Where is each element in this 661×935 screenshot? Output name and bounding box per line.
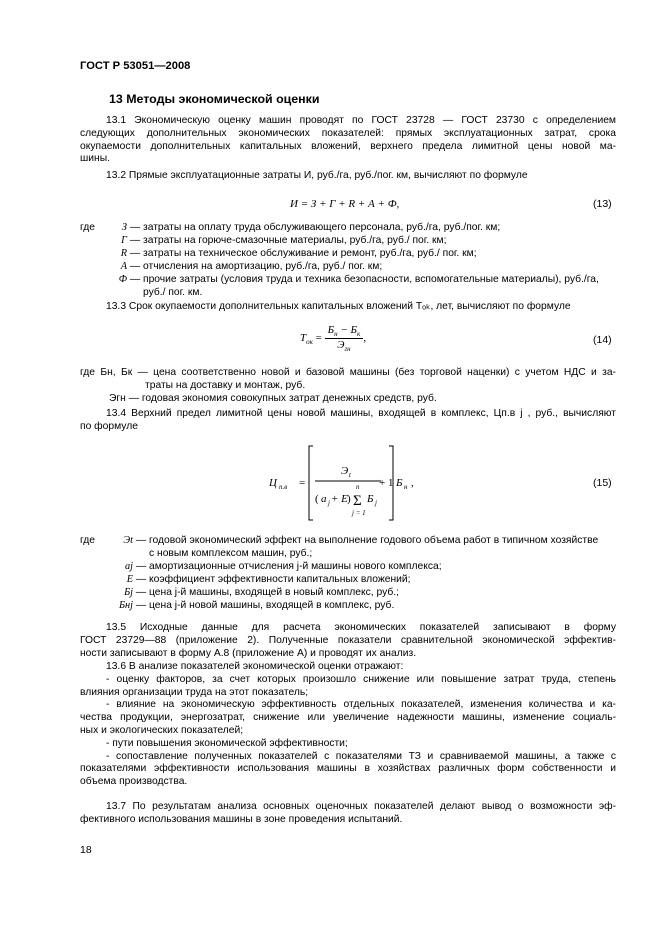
def-symbol: А xyxy=(120,260,127,272)
text-line: Эгн — годовая экономия совокупных затрат денежных средств, руб. xyxy=(109,392,437,404)
def-symbol: Бнj xyxy=(118,599,133,611)
sum-bottom: j = 1 xyxy=(352,509,366,517)
list-item-cont: влияния организации труда на этот показатель; xyxy=(80,686,309,698)
formula-14: $Т_{ок}$ = $\frac{Б_н - Б_к}{Э_{гн}}$ , xyxy=(300,324,367,353)
formula-tail: , xyxy=(411,477,414,489)
def-symbol: Бj xyxy=(124,586,133,598)
section-title: 13 Методы экономической оценки xyxy=(109,92,320,106)
plus-one: + 1 xyxy=(379,477,394,489)
definition-row: Бнj — цена j-й новой машины, входящей в комплекс, руб. xyxy=(80,600,616,613)
text-line: ности записывают в форму А.8 (приложение А) и проводят их анализ. xyxy=(80,647,417,659)
definitions-13 xyxy=(80,222,616,299)
svg-text:): ) xyxy=(347,493,351,505)
text-line: траты на доставку и монтаж, руб. xyxy=(145,379,306,391)
frac-num-sub: н xyxy=(334,330,338,338)
formula-15 xyxy=(255,440,455,526)
definition-row xyxy=(80,287,616,300)
frac-den-e: + Е xyxy=(331,493,348,505)
def-text: цена j-й новой машины, входящей в комплекс, руб. xyxy=(149,599,395,611)
def-text: затраты на оплату труда обслуживающего персонала, руб./га, руб./пог. км; xyxy=(143,222,501,233)
standard-code: ГОСТ Р 53051—2008 xyxy=(80,60,191,72)
formula-bn: Б xyxy=(396,477,403,489)
frac-den-a: a xyxy=(321,493,327,505)
definition-row: Г — затраты на горюче-смазочные материалы, руб./га, руб./ пог. км; xyxy=(80,235,616,248)
formula-13 xyxy=(290,198,399,210)
def-text: отчисления на амортизацию, руб./га, руб./ пог. км; xyxy=(143,260,383,272)
text-line: 13.6 В анализе показателей экономической оценки отражают: xyxy=(106,661,404,672)
def-symbol: Эt xyxy=(123,535,133,546)
text-line: 13.1 Экономическую оценку машин проводят по ГОСТ 23728 — ГОСТ 23730 с определением xyxy=(106,115,616,126)
frac-den: Э xyxy=(337,339,345,351)
formula-lhs: Т xyxy=(300,332,307,345)
list-item: - сопоставление полученных показателей с показателями ТЗ и сравниваемой машины, а также с xyxy=(106,750,616,762)
equation-number-14: (14) xyxy=(593,334,612,346)
equation-number-15: (15) xyxy=(593,477,612,489)
equation-number-13: (13) xyxy=(593,198,612,210)
page-number: 18 xyxy=(80,844,92,856)
def-text: затраты на горюче-смазочные материалы, руб./га, руб./ пог. км; xyxy=(143,234,447,246)
left-bracket xyxy=(309,446,313,520)
formula-tail: , xyxy=(363,332,367,345)
paragraph-13-5 xyxy=(80,622,616,660)
list-item-cont: ных и экологических показателей; xyxy=(80,724,244,736)
frac-den-b-sub: j xyxy=(375,499,377,507)
paragraph-13-6 xyxy=(80,661,616,789)
formula-fraction xyxy=(325,324,367,353)
svg-text:Σ: Σ xyxy=(353,493,362,509)
formula-text: И = З + Г + R + А + Ф, xyxy=(290,198,400,210)
def-text: цена j-й машины, входящей в новый комплекс, руб.; xyxy=(149,586,399,598)
formula-bn-sub: н xyxy=(404,483,408,491)
frac-num-sub: t xyxy=(349,471,351,479)
paragraph-13-7 xyxy=(80,801,616,827)
text-line: окупаемости дополнительных капитальных вложений, верхнего предела лимитной цены новой ма- xyxy=(80,140,616,152)
frac-den-a-sub: j xyxy=(328,499,330,507)
text-line: 13.7 По результатам анализа основных оценочных показателей делают вывод о возможности эф- xyxy=(106,801,616,812)
list-item-cont: показателями эффективности использования машины в хозяйствах различных форм собственности и xyxy=(80,763,616,775)
definition-row: Е — коэффициент эффективности капитальных вложений; xyxy=(80,574,616,587)
list-item: - оценку факторов, за счет которых произошло снижение или повышение затрат труда, степень xyxy=(106,673,616,685)
text-line: шины. xyxy=(80,153,110,165)
text-line: 13.5 Исходные данные для расчета экономических показателей записывают в форму xyxy=(106,622,616,633)
frac-num: Э xyxy=(341,465,349,477)
def-text: амортизационные отчисления j-й машины нового комплекса; xyxy=(149,560,442,572)
def-text: затраты на техническое обслуживание и ремонт, руб./га, руб./ пог. км; xyxy=(143,247,477,259)
paragraph-13-3: 13.3 Срок окупаемости дополнительных капитальных вложений Тₒₖ, лет, вычисляют по формуле xyxy=(106,301,571,312)
def-symbol: Г xyxy=(121,234,127,246)
def-label: где xyxy=(80,222,96,233)
formula-lhs-sub: ок xyxy=(306,338,313,347)
text-line: следующих дополнительных экономических показателей: прямых эксплуатационных затрат, срока xyxy=(80,127,616,139)
paragraph-13-4 xyxy=(80,408,616,434)
formula-lhs-sub: п.в xyxy=(279,483,288,491)
def-symbol: aj xyxy=(124,560,133,572)
def-symbol: З xyxy=(121,222,127,233)
svg-text:=: = xyxy=(299,477,306,489)
text-line: ГОСТ 23729—88 (приложение 2). Полученные показатели сравнительной экономической эффектив- xyxy=(80,634,616,646)
definitions-15 xyxy=(80,535,616,612)
list-item: - влияние на экономическую эффективность отдельных показателей, изменения количества и ка- xyxy=(106,699,616,711)
list-item: - пути повышения экономической эффективности; xyxy=(106,737,348,749)
definition-row: А — отчисления на амортизацию, руб./га, руб./ пог. км; xyxy=(80,261,616,274)
definitions-14 xyxy=(80,367,616,405)
frac-num-mid: − Б xyxy=(337,324,358,336)
definition-row xyxy=(80,548,616,561)
def-text: годовой экономический эффект на выполнение годового объема работ в типичном хозяйстве xyxy=(149,535,599,546)
text-line: фективного использования машины в зоне проведения испытаний. xyxy=(80,813,403,825)
list-item-cont: объема производства. xyxy=(80,776,188,788)
frac-den-b: Б xyxy=(367,493,374,505)
def-text: прочие затраты (условия труда и техника безопасности, вспомогательные материалы), руб./га, xyxy=(143,273,599,285)
definition-row: где З — затраты на оплату труда обслуживающего персонала, руб./га, руб./пог. км; xyxy=(80,222,616,235)
frac-num: Б xyxy=(327,324,335,336)
frac-num-sub: к xyxy=(357,330,361,338)
paragraph-13-1 xyxy=(80,115,616,166)
text-line: 13.4 Верхний предел лимитной цены новой машины, входящей в комплекс, Цп.в j , руб., вычисляют xyxy=(106,408,616,419)
paragraph-13-2: 13.2 Прямые эксплуатационные затраты И, руб./га, руб./пог. км, вычисляют по формуле xyxy=(106,170,528,181)
formula-lhs: Ц xyxy=(269,477,277,489)
def-text: руб./ пог. км. xyxy=(143,286,203,298)
def-symbol: Ф xyxy=(118,273,127,285)
svg-text:(: ( xyxy=(315,493,319,505)
text-line: по формуле xyxy=(80,420,138,432)
sum-top: n xyxy=(356,483,360,491)
def-text: коэффициент эффективности капитальных вложений; xyxy=(149,573,411,585)
definition-row: R — затраты на техническое обслуживание и ремонт, руб./га, руб./ пог. км; xyxy=(80,248,616,261)
frac-den-sub: гн xyxy=(344,345,351,353)
def-symbol: Е xyxy=(126,573,133,585)
definition-row: aj — амортизационные отчисления j-й машины нового комплекса; xyxy=(80,561,616,574)
text-line: где Бн, Бк — цена соответственно новой и базовой машины (без торговой наценки) с учетом НДС и за- xyxy=(80,367,616,378)
def-text: с новым комплексом машин, руб.; xyxy=(149,547,313,559)
definition-row: где Эt — годовой экономический эффект на выполнение годового объема работ в типичном хозяйстве xyxy=(80,535,616,548)
def-symbol: R xyxy=(120,247,127,259)
definition-row: Ф — прочие затраты (условия труда и техника безопасности, вспомогательные материалы), руб./га, xyxy=(80,274,616,287)
list-item-cont: чества продукции, энергозатрат, снижение или увеличение надежности машины, изменение социаль- xyxy=(80,712,616,724)
definition-row: Бj — цена j-й машины, входящей в новый комплекс, руб.; xyxy=(80,587,616,600)
